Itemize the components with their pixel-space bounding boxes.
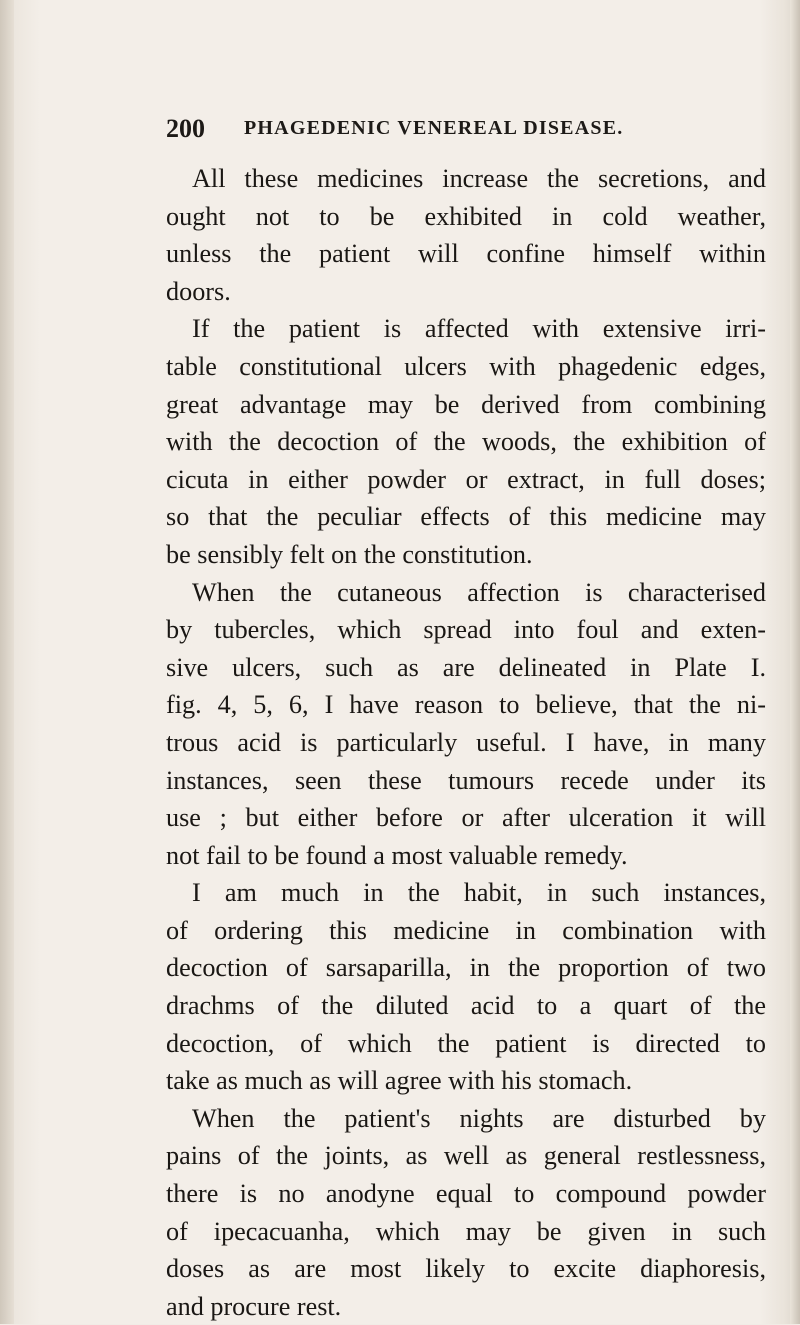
text-line: take as much as will agree with his stomach. — [166, 1066, 633, 1096]
text-line: decoction, of which the patient is directed to — [166, 1028, 766, 1058]
text-line: doors. — [166, 276, 231, 306]
text-line: If the patient is affected with extensive irri- — [192, 314, 766, 344]
text-line: table constitutional ulcers with phagedenic edges, — [166, 351, 766, 381]
text-line: decoction of sarsaparilla, in the proportion of two — [166, 953, 766, 983]
page-edge-right — [790, 0, 800, 1324]
text-line: so that the peculiar effects of this medicine may — [166, 502, 766, 532]
text-line: pains of the joints, as well as general restlessness, — [166, 1141, 766, 1171]
page-number: 200 — [166, 114, 205, 143]
text-line: of ipecacuanha, which may be given in such — [166, 1216, 766, 1246]
body-text — [166, 160, 766, 1325]
text-line: fig. 4, 5, 6, I have reason to believe, that the ni- — [166, 690, 766, 720]
text-line: ought not to be exhibited in cold weather, — [166, 201, 766, 231]
running-title: PHAGEDENIC VENEREAL DISEASE. — [244, 117, 624, 139]
text-line: use ; but either before or after ulceration it will — [166, 803, 766, 833]
text-line: with the decoction of the woods, the exhibition of — [166, 427, 766, 457]
text-line: there is no anodyne equal to compound powder — [166, 1179, 766, 1209]
text-line: unless the patient will confine himself within — [166, 239, 766, 269]
text-line: I am much in the habit, in such instances, — [192, 878, 766, 908]
text-line: be sensibly felt on the constitution. — [166, 539, 533, 569]
page-binding-left — [0, 0, 14, 1324]
text-line: All these medicines increase the secretions, and — [192, 164, 766, 193]
text-line: great advantage may be derived from combining — [166, 389, 766, 419]
text-line: doses as are most likely to excite diaphoresis, — [166, 1254, 766, 1284]
text-line: trous acid is particularly useful. I have, in many — [166, 727, 766, 757]
text-line: When the patient's nights are disturbed by — [192, 1103, 766, 1133]
text-line: by tubercles, which spread into foul and exten- — [166, 615, 766, 645]
text-line: instances, seen these tumours recede under its — [166, 765, 766, 795]
text-line: of ordering this medicine in combination with — [166, 915, 766, 945]
text-line: and procure rest. — [166, 1291, 342, 1321]
text-line: When the cutaneous affection is characterised — [192, 577, 766, 607]
text-line: sive ulcers, such as are delineated in Plate I. — [166, 652, 766, 682]
page-header — [166, 114, 766, 148]
text-line: drachms of the diluted acid to a quart of the — [166, 991, 766, 1021]
text-line: not fail to be found a most valuable remedy. — [166, 840, 628, 870]
text-line: cicuta in either powder or extract, in full doses; — [166, 464, 766, 494]
